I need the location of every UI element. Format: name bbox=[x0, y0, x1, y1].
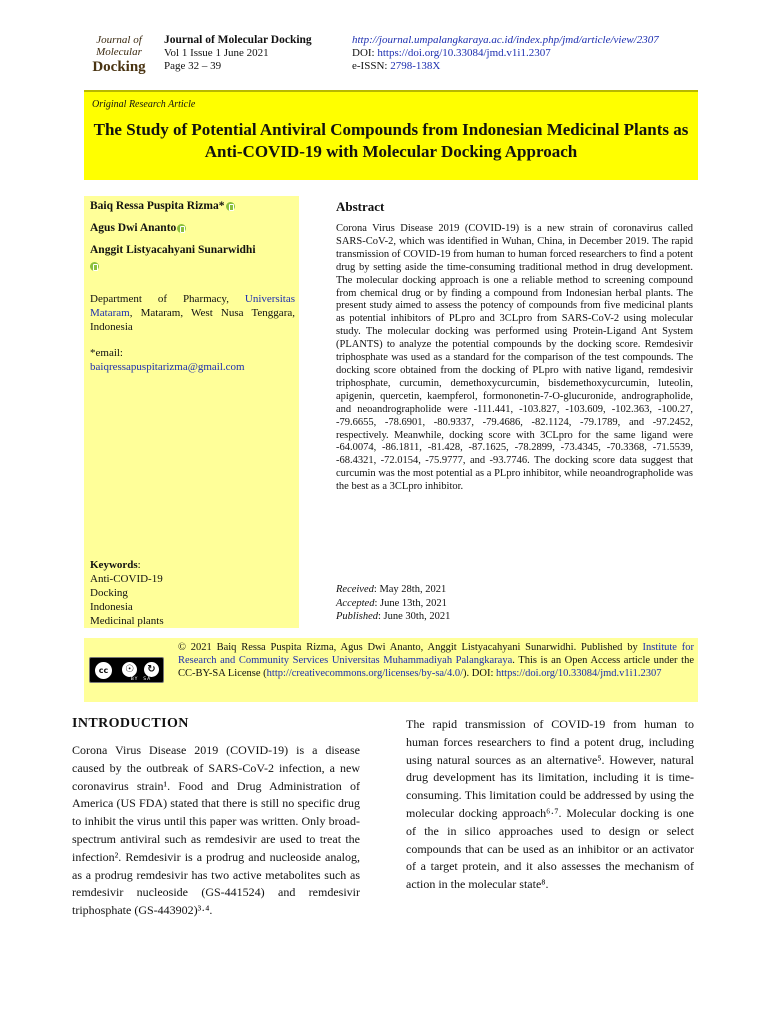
license-text bbox=[178, 641, 694, 681]
license-text-2: . This is an Open Access article under the CC-BY-SA License ( bbox=[178, 655, 694, 680]
abstract-text: Corona Virus Disease 2019 (COVID-19) is a new strain of coronavirus called SARS-CoV-2, which was identified in Wuhan, China, in December 2019. The rapid transmission of COVID-19 from human to human forced researchers to find a potent drug by setting aside the time-consuming traditional method in drug development. The molecular docking approach is one a reliable method to screening compound from chemical drug or by finding a compound from Indonesian herbal plants. The present study aimed to assess the potency of compounds from five medicinal plants as potential inhibitors of PLpro and 3CLpro from SARS-CoV-2 using molecular study. The molecular docking was performed using Protein-Ligand Ant System (PLANTS) to analyze the potential compounds by the docking score. Remdesivir triphosphate was used as a standard for the comparison of the test compounds. The docking score obtained from the docking of PLpro with native ligand, remdesivir triphosphate, curcumin, demethoxycurcumin, bisdemethoxycurcumin, luteolin, apigenin, quercetin, kaempferol, formononetin-7-O-glucuronide, andrographolide, and neoandrographolide were -111.441, -103.827, -103.609, -102.363, -100.27, -79.6655, -78.6901, -80.9337, -79.4686, -82.1124, -79.1789, and -97.2452, respectively. Meanwhile, docking score with 3CLpro for the same ligand were -64.0074, -86.1811, -81.428, -87.1625, -78.2899, -73.4345, -70.3368, -71.5539, -68.4321, -72.0154, -75.9777, and -93.7746. The docking score data suggest that curcumin was the most potential as a PLpro inhibitor, while neoandrographolide was the best as a 3CLpro inhibitor. bbox=[336, 223, 693, 493]
by-icon: ☉ bbox=[121, 661, 138, 678]
published-label: Published bbox=[336, 611, 378, 622]
cc-icon: cc bbox=[93, 660, 114, 681]
orcid-icon[interactable] bbox=[226, 202, 235, 211]
logo-line-3: Docking bbox=[92, 59, 146, 75]
keyword: Docking bbox=[90, 587, 128, 599]
license-box bbox=[84, 638, 698, 702]
introduction-right: The rapid transmission of COVID-19 from human to human forces researchers to find a potent drug, including using natural sources as an alternative⁵. However, natural drug development has its limitation, including it is time-consuming. This limitation could be addressed by using the molecular docking approach⁶·⁷. Molecular docking is one of the in silico approaches used to design or select compounds that can be used as an inhibitor or an activator of a target protein, and it also assesses the mechanism of action in the molecular state⁸. bbox=[406, 717, 694, 892]
sa-icon: ↻ bbox=[143, 661, 160, 678]
author-name: Baiq Ressa Puspita Rizma bbox=[90, 200, 219, 212]
author-1 bbox=[90, 200, 235, 212]
article-url[interactable]: http://journal.umpalangkaraya.ac.id/index.php/jmd/article/view/2307 bbox=[352, 34, 659, 46]
doi-label: DOI: bbox=[352, 47, 378, 59]
abstract-heading: Abstract bbox=[336, 199, 385, 214]
affiliation-univ[interactable]: Universitas Mataram bbox=[90, 293, 295, 319]
journal-pages: Page 32 – 39 bbox=[164, 60, 222, 72]
license-url[interactable]: http://creativecommons.org/licenses/by-sa/4.0/ bbox=[266, 668, 464, 680]
keywords-label: Keywords bbox=[90, 559, 138, 571]
logo-line-1: Journal of bbox=[96, 34, 142, 46]
badge-sa: SA bbox=[143, 677, 152, 682]
journal-volume: Vol 1 Issue 1 June 2021 bbox=[164, 47, 269, 59]
email-address[interactable]: baiqressapuspitarizma@gmail.com bbox=[90, 361, 245, 373]
author-2 bbox=[90, 222, 186, 234]
doi-link[interactable]: https://doi.org/10.33084/jmd.v1i1.2307 bbox=[377, 47, 551, 59]
email-label: *email: bbox=[90, 347, 123, 359]
keyword: Medicinal plants bbox=[90, 615, 164, 627]
affiliation-dept: Department of Pharmacy, bbox=[90, 293, 245, 305]
eissn-link[interactable]: 2798-138X bbox=[390, 60, 441, 72]
institute-link[interactable]: Institute for Research and Community Services Universitas Muhammadiyah Palangkaraya bbox=[178, 642, 694, 667]
affiliation bbox=[90, 292, 295, 334]
orcid-icon[interactable] bbox=[90, 262, 99, 271]
author-name: Agus Dwi Ananto bbox=[90, 222, 177, 234]
author-sidebar bbox=[84, 196, 299, 628]
article-links bbox=[352, 34, 659, 73]
accepted-date: June 13th, 2021 bbox=[380, 597, 447, 609]
introduction-heading: INTRODUCTION bbox=[72, 716, 189, 731]
badge-tags bbox=[118, 677, 164, 682]
accepted-label: Accepted bbox=[336, 597, 375, 609]
cc-by-sa-badge[interactable] bbox=[89, 657, 164, 683]
title-box bbox=[84, 90, 698, 180]
received-date: May 28th, 2021 bbox=[379, 584, 447, 595]
license-doi[interactable]: https://doi.org/10.33084/jmd.v1i1.2307 bbox=[495, 668, 662, 680]
keyword: Indonesia bbox=[90, 601, 133, 613]
correspondence bbox=[90, 346, 295, 374]
article-title: The Study of Potential Antiviral Compounds from Indonesian Medicinal Plants as Anti-COVID-19 with Molecular Docking Approach bbox=[93, 120, 689, 161]
article-type: Original Research Article bbox=[92, 99, 196, 110]
eissn-label: e-ISSN: bbox=[352, 60, 391, 72]
article-dates: Received: May 28th, 2021 Accepted: June 13th, 2021 Published: June 30th, 2021 bbox=[336, 584, 451, 622]
license-text-3: ). DOI: bbox=[463, 668, 496, 680]
orcid-icon[interactable] bbox=[177, 224, 186, 233]
author-name: Anggit Listyacahyani Sunarwidhi bbox=[90, 244, 256, 256]
author-3 bbox=[90, 244, 256, 271]
journal-logo bbox=[86, 34, 152, 86]
keywords: Keywords: Anti-COVID-19 Docking Indonesia Medicinal plants bbox=[90, 559, 164, 627]
received-label: Received bbox=[336, 584, 374, 595]
license-text-1: © 2021 Baiq Ressa Puspita Rizma, Agus Dwi Ananto, Anggit Listyacahyani Sunarwidhi. Published by bbox=[178, 642, 643, 653]
journal-info bbox=[164, 34, 312, 73]
keyword: Anti-COVID-19 bbox=[90, 573, 163, 585]
published-date: June 30th, 2021 bbox=[383, 611, 451, 622]
badge-by: BY bbox=[130, 677, 139, 682]
journal-name: Journal of Molecular Docking bbox=[164, 34, 312, 46]
logo-line-2: Molecular bbox=[96, 46, 142, 58]
corresponding-mark: * bbox=[218, 200, 225, 212]
introduction-left: Corona Virus Disease 2019 (COVID-19) is a disease caused by the outbreak of SARS-CoV-2 infection, a new coronavirus strain¹. Food and Drug Administration of America (US FDA) stated that there is still no specific drug to inhibit the virus until this paper was written. Only broad-spectrum antiviral such as remdesivir are used to treat the infection². Remdesivir is a prodrug and nucleoside analog, as a prodrug remdesivir has two active metabolites such as remdesivir nucleoside (GS-441524) and remdesivir triphosphate (GS-443902)³·⁴. bbox=[72, 743, 360, 918]
affiliation-rest: , Mataram, West Nusa Tenggara, Indonesia bbox=[90, 307, 295, 333]
